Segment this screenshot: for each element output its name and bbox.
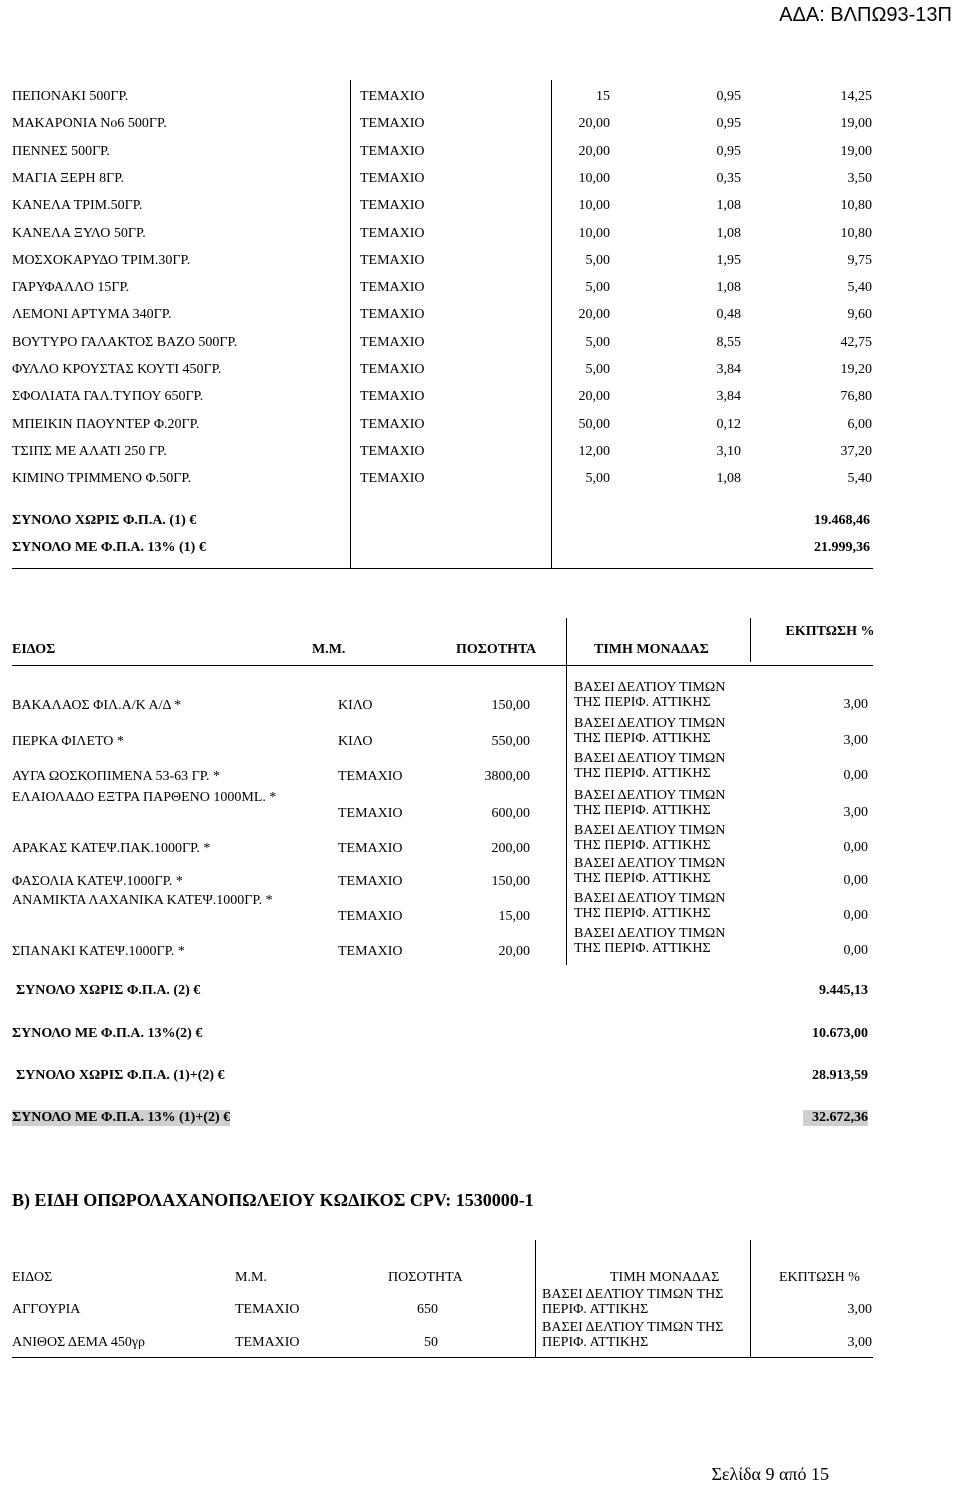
line-total: 19,00 <box>840 116 872 132</box>
total-label: ΣΥΝΟΛΟ ΜΕ Φ.Π.Α. 13%(2) € <box>12 1026 203 1041</box>
item-name: ΣΠΑΝΑΚΙ ΚΑΤΕΨ.1000ΓΡ. * <box>12 944 185 959</box>
unit: ΤΕΜΑΧΙΟ <box>360 471 425 487</box>
line-total: 19,20 <box>840 362 872 377</box>
price-basis-line2: ΤΗΣ ΠΕΡΙΦ. ΑΤΤΙΚΗΣ <box>574 803 711 818</box>
unit: ΤΕΜΑΧΙΟ <box>360 252 425 268</box>
unit: ΤΕΜΑΧΙΟ <box>360 416 425 432</box>
unit-price: 0,35 <box>716 170 741 186</box>
price-basis-line1: ΒΑΣΕΙ ΔΕΛΤΙΟΥ ΤΙΜΩΝ <box>574 716 726 731</box>
item-name: ΒΑΚΑΛΑΟΣ ΦΙΛ.Α/Κ Α/Δ * <box>12 698 182 713</box>
item-name: ΜΑΚΑΡΟΝΙΑ Νο6 500ΓΡ. <box>12 116 167 132</box>
item-name: ΑΝΙΘΟΣ ΔΕΜΑ 450γρ <box>12 1335 145 1350</box>
total-label: ΣΥΝΟΛΟ ΜΕ Φ.Π.Α. 13% (1)+(2) € <box>12 1110 231 1125</box>
item-name: ΦΑΣΟΛΙΑ ΚΑΤΕΨ.1000ΓΡ. * <box>12 874 183 889</box>
quantity: 15 <box>596 89 610 104</box>
discount: 3,00 <box>847 1302 872 1317</box>
header-item: ΕΙΔΟΣ <box>12 1270 53 1285</box>
quantity: 5,00 <box>585 471 610 487</box>
unit-price: 8,55 <box>716 334 741 350</box>
item-name: ΒΟΥΤΥΡΟ ΓΑΛΑΚΤΟΣ ΒΑΖΟ 500ΓΡ. <box>12 334 238 350</box>
quantity: 5,00 <box>585 280 610 296</box>
unit: ΤΕΜΑΧΙΟ <box>338 909 403 924</box>
unit: ΤΕΜΑΧΙΟ <box>338 874 403 889</box>
quantity: 150,00 <box>491 874 530 889</box>
price-basis-line2: ΠΕΡΙΦ. ΑΤΤΙΚΗΣ <box>542 1302 649 1317</box>
unit-price: 1,95 <box>716 252 741 268</box>
line-total: 9,75 <box>847 252 872 268</box>
quantity: 600,00 <box>491 806 530 821</box>
line-total: 14,25 <box>840 89 872 104</box>
item-name: ΠΕΠΟΝΑΚΙ 500ΓΡ. <box>12 89 129 104</box>
line-total: 76,80 <box>840 389 872 405</box>
header-item: ΕΙΔΟΣ <box>12 642 56 657</box>
price-basis-line1: ΒΑΣΕΙ ΔΕΛΤΙΟΥ ΤΙΜΩΝ <box>574 788 726 803</box>
item-name: ΜΟΣΧΟΚΑΡΥΔΟ ΤΡΙΜ.30ΓΡ. <box>12 252 191 268</box>
quantity: 10,00 <box>578 198 610 214</box>
line-total: 9,60 <box>847 307 872 323</box>
unit: ΤΕΜΑΧΙΟ <box>360 443 425 459</box>
price-basis-line1: ΒΑΣΕΙ ΔΕΛΤΙΟΥ ΤΙΜΩΝ <box>574 856 726 871</box>
price-basis-line2: ΠΕΡΙΦ. ΑΤΤΙΚΗΣ <box>542 1335 649 1350</box>
total-label: ΣΥΝΟΛΟ ΜΕ Φ.Π.Α. 13% (1) € <box>12 540 206 555</box>
discount: 0,00 <box>843 840 868 855</box>
unit-price: 1,08 <box>716 225 741 241</box>
unit: ΤΕΜΑΧΙΟ <box>338 806 403 821</box>
quantity: 5,00 <box>585 362 610 377</box>
quantity: 15,00 <box>498 909 530 924</box>
unit: ΤΕΜΑΧΙΟ <box>360 170 425 186</box>
unit: ΤΕΜΑΧΙΟ <box>360 280 425 296</box>
unit-price: 0,95 <box>716 89 741 104</box>
total-value: 32.672,36 <box>803 1110 868 1126</box>
unit-price: 1,08 <box>716 198 741 214</box>
line-total: 10,80 <box>840 198 872 214</box>
unit: ΤΕΜΑΧΙΟ <box>235 1302 300 1317</box>
quantity: 20,00 <box>578 307 610 323</box>
item-name: ΓΑΡΥΦΑΛΛΟ 15ΓΡ. <box>12 280 130 296</box>
header-discount: ΕΚΠΤΩΣΗ % <box>779 1270 860 1285</box>
unit: ΤΕΜΑΧΙΟ <box>360 143 425 159</box>
quantity: 150,00 <box>491 698 530 713</box>
line-total: 5,40 <box>847 471 872 487</box>
item-name: ΠΕΡΚΑ ΦΙΛΕΤΟ * <box>12 734 124 749</box>
price-basis-line2: ΤΗΣ ΠΕΡΙΦ. ΑΤΤΙΚΗΣ <box>574 731 711 746</box>
quantity: 20,00 <box>578 143 610 159</box>
quantity: 5,00 <box>585 252 610 268</box>
price-basis-line2: ΤΗΣ ΠΕΡΙΦ. ΑΤΤΙΚΗΣ <box>574 695 711 710</box>
item-name: ΚΙΜΙΝΟ ΤΡΙΜΜΕΝΟ Φ.50ΓΡ. <box>12 471 192 487</box>
unit: ΤΕΜΑΧΙΟ <box>235 1335 300 1350</box>
unit: ΤΕΜΑΧΙΟ <box>360 389 425 405</box>
price-basis-line2: ΤΗΣ ΠΕΡΙΦ. ΑΤΤΙΚΗΣ <box>574 871 711 886</box>
header-unit: Μ.Μ. <box>312 642 346 657</box>
item-name: ΑΝΑΜΙΚΤΑ ΛΑΧΑΝΙΚΑ ΚΑΤΕΨ.1000ΓΡ. * <box>12 893 273 908</box>
section-b-title: Β) ΕΙΔΗ ΟΠΩΡΟΛΑΧΑΝΟΠΩΛΕΙΟΥ ΚΩΔΙΚΟΣ CPV: 1530000-1 <box>12 1190 534 1210</box>
header-price: ΤΙΜΗ ΜΟΝΑΔΑΣ <box>594 642 709 657</box>
quantity: 550,00 <box>491 734 530 749</box>
quantity: 12,00 <box>578 443 610 459</box>
item-name: ΚΑΝΕΛΑ ΞΥΛΟ 50ΓΡ. <box>12 225 146 241</box>
item-name: ΣΦΟΛΙΑΤΑ ΓΑΛ.ΤΥΠΟΥ 650ΓΡ. <box>12 389 204 405</box>
price-basis-line2: ΤΗΣ ΠΕΡΙΦ. ΑΤΤΙΚΗΣ <box>574 766 711 781</box>
unit: ΤΕΜΑΧΙΟ <box>360 89 425 104</box>
item-name: ΚΑΝΕΛΑ ΤΡΙΜ.50ΓΡ. <box>12 198 143 214</box>
unit-price: 1,08 <box>716 471 741 487</box>
discount: 0,00 <box>843 943 868 958</box>
quantity: 200,00 <box>491 841 530 856</box>
quantity: 50 <box>424 1335 438 1350</box>
ada-code: ΑΔΑ: ΒΛΠΩ93-13Π <box>779 4 952 26</box>
unit-price: 3,10 <box>716 443 741 459</box>
unit: ΤΕΜΑΧΙΟ <box>338 841 403 856</box>
unit: ΤΕΜΑΧΙΟ <box>338 769 403 784</box>
line-total: 3,50 <box>847 170 872 186</box>
item-name: ΑΡΑΚΑΣ ΚΑΤΕΨ.ΠΑΚ.1000ΓΡ. * <box>12 841 211 856</box>
item-name: ΦΥΛΛΟ ΚΡΟΥΣΤΑΣ ΚΟΥΤΙ 450ΓΡ. <box>12 362 222 377</box>
unit: ΤΕΜΑΧΙΟ <box>360 225 425 241</box>
price-basis-line1: ΒΑΣΕΙ ΔΕΛΤΙΟΥ ΤΙΜΩΝ ΤΗΣ <box>542 1320 724 1335</box>
unit-price: 0,95 <box>716 143 741 159</box>
unit: ΤΕΜΑΧΙΟ <box>360 198 425 214</box>
page-number: Σελίδα 9 από 15 <box>711 1464 829 1484</box>
header-price: ΤΙΜΗ ΜΟΝΑΔΑΣ <box>610 1270 720 1285</box>
quantity: 50,00 <box>578 416 610 432</box>
line-total: 42,75 <box>840 334 872 350</box>
line-total: 5,40 <box>847 280 872 296</box>
item-name: ΜΠΕΙΚΙΝ ΠΑΟΥΝΤΕΡ Φ.20ΓΡ. <box>12 416 200 432</box>
unit: ΤΕΜΑΧΙΟ <box>360 116 425 132</box>
total-value: 19.468,46 <box>814 513 870 528</box>
total-label: ΣΥΝΟΛΟ ΧΩΡΙΣ Φ.Π.Α. (1)+(2) € <box>16 1068 225 1083</box>
unit-price: 3,84 <box>716 389 741 405</box>
unit: ΤΕΜΑΧΙΟ <box>338 944 403 959</box>
discount: 3,00 <box>843 805 868 820</box>
quantity: 10,00 <box>578 225 610 241</box>
unit: ΚΙΛΟ <box>338 734 373 749</box>
total-label: ΣΥΝΟΛΟ ΧΩΡΙΣ Φ.Π.Α. (1) € <box>12 513 197 528</box>
total-value: 10.673,00 <box>812 1026 868 1041</box>
quantity: 650 <box>417 1302 438 1317</box>
price-basis-line1: ΒΑΣΕΙ ΔΕΛΤΙΟΥ ΤΙΜΩΝ <box>574 926 726 941</box>
item-name: ΜΑΓΙΑ ΞΕΡΗ 8ΓΡ. <box>12 170 124 186</box>
unit: ΚΙΛΟ <box>338 698 373 713</box>
line-total: 10,80 <box>840 225 872 241</box>
discount: 3,00 <box>843 697 868 712</box>
item-name: ΠΕΝΝΕΣ 500ΓΡ. <box>12 143 110 159</box>
line-total: 6,00 <box>847 416 872 432</box>
quantity: 20,00 <box>578 389 610 405</box>
discount: 0,00 <box>843 908 868 923</box>
line-total: 37,20 <box>840 443 872 459</box>
total-value: 28.913,59 <box>812 1068 868 1083</box>
total-value: 21.999,36 <box>814 540 870 555</box>
total-value: 9.445,13 <box>819 983 868 998</box>
price-basis-line2: ΤΗΣ ΠΕΡΙΦ. ΑΤΤΙΚΗΣ <box>574 941 711 956</box>
unit-price: 3,84 <box>716 362 741 377</box>
quantity: 5,00 <box>585 334 610 350</box>
item-name: ΑΓΓΟΥΡΙΑ <box>12 1302 81 1317</box>
discount: 0,00 <box>843 768 868 783</box>
quantity: 10,00 <box>578 170 610 186</box>
price-basis-line1: ΒΑΣΕΙ ΔΕΛΤΙΟΥ ΤΙΜΩΝ <box>574 680 726 695</box>
unit-price: 0,48 <box>716 307 741 323</box>
discount: 3,00 <box>847 1335 872 1350</box>
price-basis-line1: ΒΑΣΕΙ ΔΕΛΤΙΟΥ ΤΙΜΩΝ <box>574 891 726 906</box>
unit: ΤΕΜΑΧΙΟ <box>360 362 425 377</box>
quantity: 20,00 <box>578 116 610 132</box>
header-qty: ΠΟΣΟΤΗΤΑ <box>456 642 537 657</box>
price-basis-line1: ΒΑΣΕΙ ΔΕΛΤΙΟΥ ΤΙΜΩΝ <box>574 823 726 838</box>
discount: 3,00 <box>843 733 868 748</box>
line-total: 19,00 <box>840 143 872 159</box>
header-qty: ΠΟΣΟΤΗΤΑ <box>388 1270 463 1285</box>
unit-price: 1,08 <box>716 280 741 296</box>
price-basis-line1: ΒΑΣΕΙ ΔΕΛΤΙΟΥ ΤΙΜΩΝ <box>574 751 726 766</box>
total-label: ΣΥΝΟΛΟ ΧΩΡΙΣ Φ.Π.Α. (2) € <box>16 983 201 998</box>
unit: ΤΕΜΑΧΙΟ <box>360 334 425 350</box>
price-basis-line2: ΤΗΣ ΠΕΡΙΦ. ΑΤΤΙΚΗΣ <box>574 838 711 853</box>
header-discount: ΕΚΠΤΩΣΗ % <box>785 624 875 639</box>
item-name: ΑΥΓΑ ΩΟΣΚΟΠΙΜΕΝΑ 53-63 ΓΡ. * <box>12 769 221 784</box>
price-basis-line1: ΒΑΣΕΙ ΔΕΛΤΙΟΥ ΤΙΜΩΝ ΤΗΣ <box>542 1287 724 1302</box>
unit-price: 0,12 <box>716 416 741 432</box>
discount: 0,00 <box>843 873 868 888</box>
unit-price: 0,95 <box>716 116 741 132</box>
item-name: ΕΛΑΙΟΛΑΔΟ ΕΞΤΡΑ ΠΑΡΘΕΝΟ 1000ML. * <box>12 790 277 805</box>
quantity: 20,00 <box>498 944 530 959</box>
item-name: ΛΕΜΟΝΙ ΑΡΤΥΜΑ 340ΓΡ. <box>12 307 172 323</box>
unit: ΤΕΜΑΧΙΟ <box>360 307 425 323</box>
item-name: ΤΣΙΠΣ ΜΕ ΑΛΑΤΙ 250 ΓΡ. <box>12 443 167 459</box>
quantity: 3800,00 <box>484 769 530 784</box>
header-unit: Μ.Μ. <box>235 1270 267 1285</box>
price-basis-line2: ΤΗΣ ΠΕΡΙΦ. ΑΤΤΙΚΗΣ <box>574 906 711 921</box>
